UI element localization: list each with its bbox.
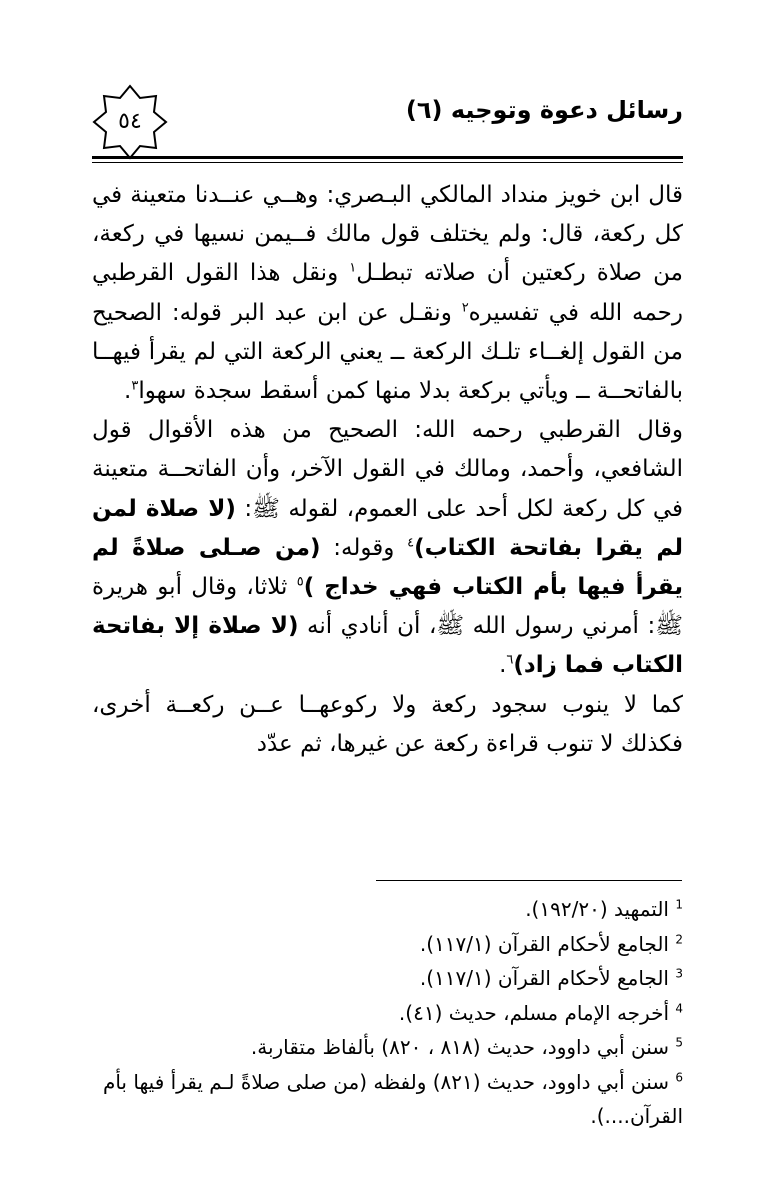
footnote-text: الجامع لأحكام القرآن (١١٧/١).	[419, 931, 676, 956]
page-number: ٥٤	[118, 109, 142, 134]
footnote-ref-4: ٤	[407, 535, 415, 551]
paragraph-2	[92, 411, 683, 685]
footnote-ref-1: ١	[349, 260, 357, 276]
footnote-text: الجامع لأحكام القرآن (١١٧/١).	[419, 966, 676, 990]
footnote	[92, 892, 683, 927]
hadith-quote: (من صـلى صلاةً لم يقرأ فيها بأم الكتاب فهي خداج )	[92, 534, 683, 601]
paragraph-3: كما لا ينوب سجود ركعة ولا ركوعهــا عــن ركعــة أخرى، فكذلك لا تنوب قراءة ركعة عن غيرها، ثم عدّد	[92, 691, 683, 757]
footnote-text: أخرجه الإمام مسلم، حديث (٤١).	[398, 1000, 676, 1025]
footnote-number: 3	[675, 966, 683, 981]
text-run: وقال القرطبي رحمه الله: الصحيح من هذه الأقوال قول الشافعي، وأحمد، ومالك في القول الآخر، وأن الفاتحــة متعينة في كل ركعة لكل أحد على العموم، لقوله ﷺ:	[92, 417, 683, 522]
hadith-quote: (لا صلاة لمن لم يقرا بفاتحة الكتاب)	[92, 495, 684, 561]
running-title: رسائل دعوة وتوجيه (٦)	[405, 96, 683, 124]
text-run: ثلاثا، وقال أبو هريرة ﷺ: أمرني رسول الله ﷺ، أن أنادي أنه	[92, 574, 683, 640]
main-text	[92, 176, 683, 764]
footnote	[92, 1065, 683, 1134]
header-rule-thin	[92, 162, 683, 163]
text-run: قال ابن خويز منداد المالكي البـصري: وهــي عنــدنا متعينة في كل ركعة، قال: ولم يختلف قول مالك فــيمن نسيها في ركعة، من صلاة ركعتين أن صلاته تبطـل	[92, 182, 683, 287]
footnote-number: 4	[675, 1000, 683, 1015]
footnote-text: التمهيد (١٩٢/٢٠).	[525, 897, 676, 921]
hadith-quote: (لا صلاة إلا بفاتحة الكتاب فما زاد)	[92, 613, 683, 679]
footnote	[92, 1030, 683, 1065]
paragraph-1	[92, 176, 683, 411]
text-run: ونقل هذا القول القرطبي رحمه الله في تفسيره	[92, 260, 683, 326]
footnote-number: 5	[675, 1035, 683, 1050]
footnote-text: سنن أبي داوود، حديث (٨٢١) ولفظه (من صلى صلاةً لـم يقرأ فيها بأم القرآن....).	[102, 1069, 683, 1128]
page-number-badge	[92, 84, 168, 160]
footnote-number: 2	[675, 931, 683, 946]
text-run: ونقـل عن ابن عبد البر قوله: الصحيح من القول إلغــاء تلـك الركعة ــ يعني الركعة التي لم يقرأ فيهــا بالفاتحــة ــ ويأتي بركعة بدلا منها كمن أسقط سجدة سهوا	[92, 299, 683, 405]
footnote	[92, 996, 683, 1031]
footnote-number: 1	[675, 897, 683, 912]
footnote-ref-2: ٢	[461, 299, 469, 315]
header-rule-thick	[92, 156, 683, 159]
text-run: وقوله:	[320, 534, 408, 561]
footnote	[92, 961, 683, 996]
footnote-ref-6: ٦	[506, 652, 514, 668]
footnotes	[92, 892, 683, 1134]
footnote-separator	[376, 880, 682, 881]
footnote-text: سنن أبي داوود، حديث (٨١٨ ، ٨٢٠) بألفاظ متقاربة.	[250, 1035, 676, 1059]
text-run: .	[499, 652, 507, 679]
footnote-ref-3: ٣	[131, 378, 139, 394]
footnote-number: 6	[675, 1069, 683, 1084]
text-run: .	[124, 378, 132, 405]
footnote	[92, 927, 683, 962]
footnote-ref-5: ٥	[296, 574, 304, 590]
